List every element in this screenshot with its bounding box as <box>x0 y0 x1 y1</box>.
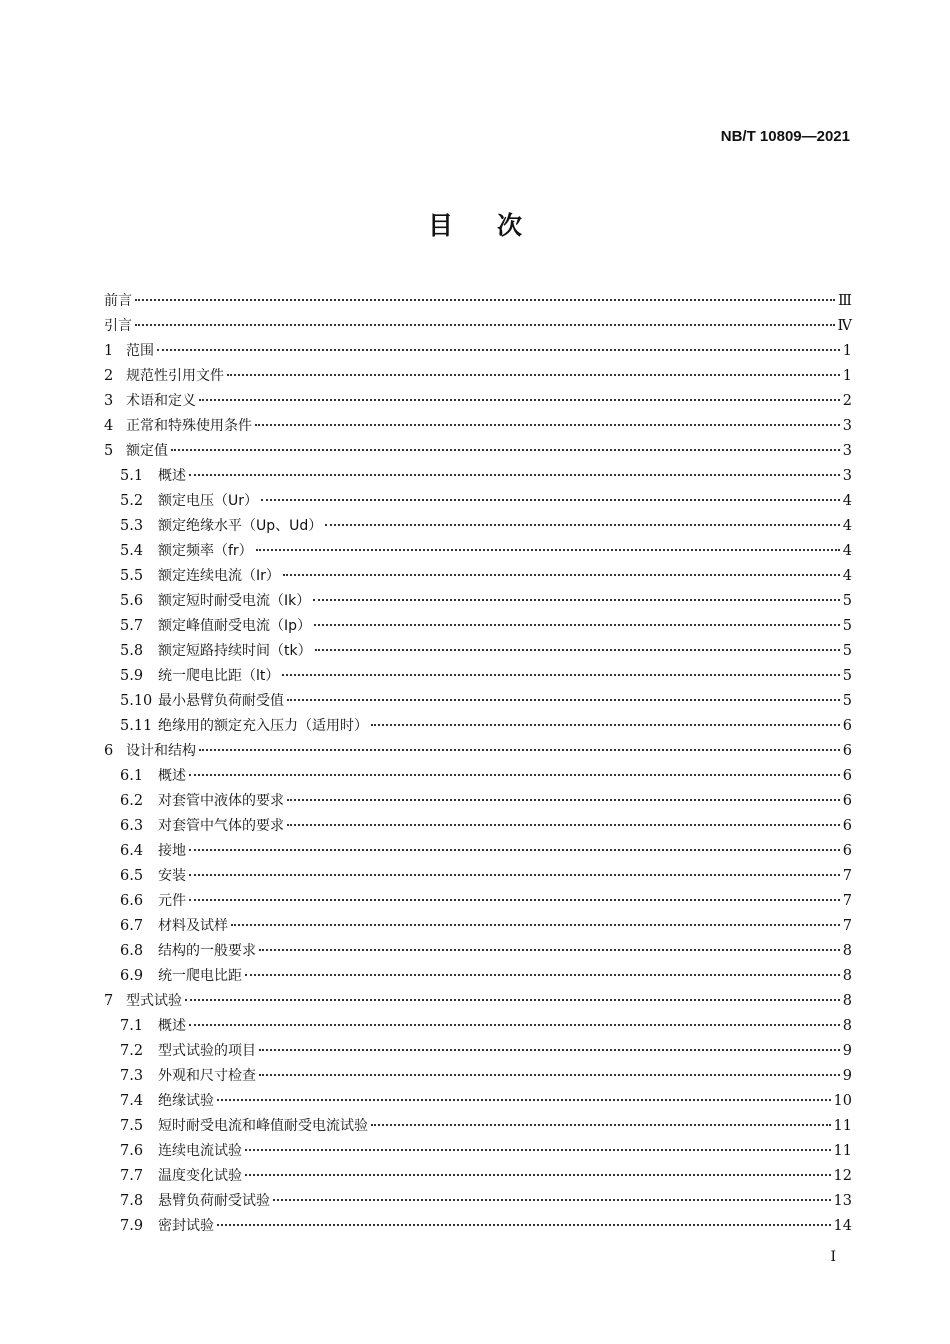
toc-entry-page: 9 <box>842 1043 852 1059</box>
toc-entry-page: 8 <box>842 968 852 984</box>
toc-entry-page: 8 <box>842 943 852 959</box>
toc-entry-number: 6 <box>104 743 114 759</box>
toc-entry-page: 6 <box>842 768 852 784</box>
dot-leader <box>135 299 835 301</box>
toc-entry-page: 6 <box>842 793 852 809</box>
toc-entry-page: 5 <box>842 618 852 634</box>
toc-entry-label: 对套管中气体的要求 <box>158 818 284 834</box>
toc-entry-label: 短时耐受电流和峰值耐受电流试验 <box>158 1118 368 1134</box>
dot-leader <box>171 449 840 451</box>
toc-entry[interactable] <box>104 864 852 889</box>
toc-entry-label: 额定峰值耐受电流（Ip） <box>158 618 312 634</box>
page-number: I <box>830 1249 836 1265</box>
dot-leader <box>259 1049 840 1051</box>
toc-entry-label: 额定频率（fr） <box>158 543 253 559</box>
dot-leader <box>245 1149 831 1151</box>
dot-leader <box>325 524 839 526</box>
toc-entry[interactable] <box>104 1089 852 1114</box>
toc-entry-page: Ⅲ <box>838 293 852 309</box>
toc-entry[interactable] <box>104 1164 852 1189</box>
toc-entry-label: 前言 <box>104 293 132 309</box>
toc-entry[interactable] <box>104 689 852 714</box>
toc-entry[interactable] <box>104 1114 852 1139</box>
dot-leader <box>189 874 840 876</box>
toc-entry[interactable] <box>104 564 852 589</box>
toc-entry[interactable] <box>104 814 852 839</box>
toc-entry-number: 7.8 <box>120 1193 144 1209</box>
toc-entry-page: 4 <box>842 568 852 584</box>
toc-entry-page: 7 <box>842 893 852 909</box>
toc-entry-number: 4 <box>104 418 114 434</box>
dot-leader <box>273 1199 831 1201</box>
toc-entry[interactable] <box>104 589 852 614</box>
toc-entry[interactable] <box>104 1139 852 1164</box>
page-title: 目次 <box>427 211 566 240</box>
toc-entry[interactable] <box>104 614 852 639</box>
dot-leader <box>287 824 840 826</box>
toc-entry-number: 7.9 <box>120 1218 144 1234</box>
dot-leader <box>287 799 840 801</box>
toc-entry-number: 5.10 <box>120 693 153 709</box>
toc-entry[interactable] <box>104 414 852 439</box>
toc-entry-number: 6.9 <box>120 968 144 984</box>
toc-entry-number: 7.6 <box>120 1143 144 1159</box>
dot-leader <box>283 574 840 576</box>
toc-entry-label: 术语和定义 <box>126 393 196 409</box>
dot-leader <box>245 1174 831 1176</box>
toc-entry-label: 绝缘用的额定充入压力（适用时） <box>158 718 368 734</box>
toc-entry-number: 5.8 <box>120 643 144 659</box>
toc-entry-page: 5 <box>842 593 852 609</box>
toc-entry-page: 4 <box>842 518 852 534</box>
toc-entry-number: 7.5 <box>120 1118 144 1134</box>
toc-entry[interactable] <box>104 1064 852 1089</box>
toc-entry-label: 接地 <box>158 843 186 859</box>
dot-leader <box>157 349 840 351</box>
toc-entry-label: 安装 <box>158 868 186 884</box>
toc-entry[interactable] <box>104 464 852 489</box>
toc-entry-label: 型式试验的项目 <box>158 1043 256 1059</box>
toc-entry[interactable] <box>104 389 852 414</box>
toc-entry-page: 6 <box>842 843 852 859</box>
toc-entry-page: 13 <box>833 1193 852 1209</box>
toc-entry-number: 2 <box>104 368 114 384</box>
toc-entry-number: 6.1 <box>120 768 144 784</box>
toc-entry-label: 额定短时耐受电流（Ik） <box>158 593 311 609</box>
toc-entry-number: 7.4 <box>120 1093 144 1109</box>
toc-entry-page: 5 <box>842 693 852 709</box>
dot-leader <box>189 474 840 476</box>
dot-leader <box>282 674 839 676</box>
toc-entry[interactable] <box>104 439 852 464</box>
toc-entry-number: 7.1 <box>120 1018 144 1034</box>
toc-entry-number: 3 <box>104 393 114 409</box>
toc-entry-label: 额定绝缘水平（Up、Ud） <box>158 518 323 534</box>
toc-entry[interactable] <box>104 739 852 764</box>
toc-entry[interactable] <box>104 764 852 789</box>
toc-entry[interactable] <box>104 289 852 314</box>
toc-entry-label: 最小悬臂负荷耐受值 <box>158 693 284 709</box>
dot-leader <box>287 699 840 701</box>
dot-leader <box>256 549 840 551</box>
toc-entry-label: 绝缘试验 <box>158 1093 214 1109</box>
dot-leader <box>255 424 840 426</box>
toc-entry-label: 悬臂负荷耐受试验 <box>158 1193 270 1209</box>
toc-entry-page: 3 <box>842 443 852 459</box>
toc-entry-number: 6.3 <box>120 818 144 834</box>
toc-entry-page: 6 <box>842 718 852 734</box>
toc-entry-number: 7 <box>104 993 114 1009</box>
dot-leader <box>189 849 840 851</box>
dot-leader <box>259 949 840 951</box>
toc-entry-page: 1 <box>842 368 852 384</box>
toc-entry-number: 5.2 <box>120 493 144 509</box>
toc-entry-page: 3 <box>842 418 852 434</box>
toc-entry-page: 2 <box>842 393 852 409</box>
dot-leader <box>189 1024 840 1026</box>
toc-entry-number: 5.3 <box>120 518 144 534</box>
toc-entry-page: 1 <box>842 343 852 359</box>
dot-leader <box>199 749 840 751</box>
dot-leader <box>315 649 840 651</box>
toc-entry-number: 5.6 <box>120 593 144 609</box>
dot-leader <box>135 324 835 326</box>
toc-entry-number: 5.4 <box>120 543 144 559</box>
toc-entry-number: 7.2 <box>120 1043 144 1059</box>
toc-entry[interactable] <box>104 914 852 939</box>
toc-entry-page: 6 <box>842 818 852 834</box>
toc-entry[interactable] <box>104 489 852 514</box>
toc-entry-label: 规范性引用文件 <box>126 368 224 384</box>
toc-entry-label: 统一爬电比距（lt） <box>158 668 280 684</box>
toc-entry-page: 3 <box>842 468 852 484</box>
dot-leader <box>217 1099 831 1101</box>
toc-entry-number: 6.8 <box>120 943 144 959</box>
toc-entry-page: 5 <box>842 668 852 684</box>
toc-entry-page: 6 <box>842 743 852 759</box>
toc-entry-label: 引言 <box>104 318 132 334</box>
toc-entry-number: 7.3 <box>120 1068 144 1084</box>
toc-entry-number: 5.7 <box>120 618 144 634</box>
toc-entry-label: 材料及试样 <box>158 918 228 934</box>
dot-leader <box>231 924 840 926</box>
dot-leader <box>189 774 840 776</box>
toc-entry-page: 5 <box>842 643 852 659</box>
toc-entry[interactable] <box>104 989 852 1014</box>
dot-leader <box>227 374 840 376</box>
dot-leader <box>371 724 840 726</box>
toc-entry[interactable] <box>104 639 852 664</box>
dot-leader <box>185 999 840 1001</box>
toc-entry-label: 范围 <box>126 343 154 359</box>
toc-entry[interactable] <box>104 364 852 389</box>
toc-entry-number: 6.5 <box>120 868 144 884</box>
toc-entry-number: 5.9 <box>120 668 144 684</box>
toc-entry-page: 12 <box>833 1168 852 1184</box>
toc-entry-label: 结构的一般要求 <box>158 943 256 959</box>
dot-leader <box>189 899 840 901</box>
toc-entry[interactable] <box>104 1014 852 1039</box>
toc-entry-label: 额定连续电流（Ir） <box>158 568 280 584</box>
toc-entry[interactable] <box>104 714 852 739</box>
toc-entry[interactable] <box>104 314 852 339</box>
standard-code: NB/T 10809—2021 <box>720 128 850 145</box>
toc-entry-label: 对套管中液体的要求 <box>158 793 284 809</box>
dot-leader <box>313 599 840 601</box>
toc-entry-page: 8 <box>842 993 852 1009</box>
toc-entry-label: 密封试验 <box>158 1218 214 1234</box>
toc-entry[interactable] <box>104 939 852 964</box>
toc-entry-number: 6.7 <box>120 918 144 934</box>
toc-entry[interactable] <box>104 839 852 864</box>
toc-entry-label: 型式试验 <box>126 993 182 1009</box>
toc-entry[interactable] <box>104 339 852 364</box>
toc-entry[interactable] <box>104 1039 852 1064</box>
toc-entry-page: 14 <box>833 1218 852 1234</box>
toc-entry-number: 7.7 <box>120 1168 144 1184</box>
toc-entry-label: 元件 <box>158 893 186 909</box>
toc-entry-label: 连续电流试验 <box>158 1143 242 1159</box>
toc-entry[interactable] <box>104 1214 852 1239</box>
toc-entry-label: 统一爬电比距 <box>158 968 242 984</box>
toc-entry-number: 6.6 <box>120 893 144 909</box>
toc-entry-page: 11 <box>833 1118 852 1134</box>
dot-leader <box>217 1224 831 1226</box>
toc-entry[interactable] <box>104 889 852 914</box>
toc-entry-page: 11 <box>833 1143 852 1159</box>
toc-entry-number: 5 <box>104 443 114 459</box>
toc-entry-page: 7 <box>842 918 852 934</box>
toc-entry[interactable] <box>104 664 852 689</box>
toc-entry-number: 5.11 <box>120 718 153 734</box>
toc-entry-number: 5.5 <box>120 568 144 584</box>
dot-leader <box>314 624 840 626</box>
dot-leader <box>245 974 840 976</box>
toc-entry-number: 6.2 <box>120 793 144 809</box>
toc-entry-label: 概述 <box>158 1018 186 1034</box>
toc-entry-label: 正常和特殊使用条件 <box>126 418 252 434</box>
toc-entry-page: 10 <box>833 1093 852 1109</box>
toc-entry-page: 9 <box>842 1068 852 1084</box>
toc-entry[interactable] <box>104 964 852 989</box>
table-of-contents <box>104 289 852 1239</box>
toc-entry-number: 1 <box>104 343 114 359</box>
toc-entry-label: 额定值 <box>126 443 168 459</box>
dot-leader <box>261 499 840 501</box>
toc-entry-label: 概述 <box>158 468 186 484</box>
toc-entry[interactable] <box>104 789 852 814</box>
toc-entry-page: 7 <box>842 868 852 884</box>
toc-entry-page: 8 <box>842 1018 852 1034</box>
toc-entry-label: 概述 <box>158 768 186 784</box>
toc-entry-number: 6.4 <box>120 843 144 859</box>
dot-leader <box>199 399 840 401</box>
toc-entry[interactable] <box>104 1189 852 1214</box>
toc-entry-label: 外观和尺寸检查 <box>158 1068 256 1084</box>
toc-entry-label: 设计和结构 <box>126 743 196 759</box>
toc-entry-page: 4 <box>842 493 852 509</box>
toc-entry[interactable] <box>104 514 852 539</box>
toc-entry-number: 5.1 <box>120 468 144 484</box>
toc-entry-page: 4 <box>842 543 852 559</box>
toc-entry-label: 温度变化试验 <box>158 1168 242 1184</box>
toc-entry-page: Ⅳ <box>837 318 852 334</box>
toc-entry-label: 额定短路持续时间（tk） <box>158 643 312 659</box>
dot-leader <box>259 1074 840 1076</box>
dot-leader <box>371 1124 831 1126</box>
toc-entry-label: 额定电压（Ur） <box>158 493 259 509</box>
toc-entry[interactable] <box>104 539 852 564</box>
